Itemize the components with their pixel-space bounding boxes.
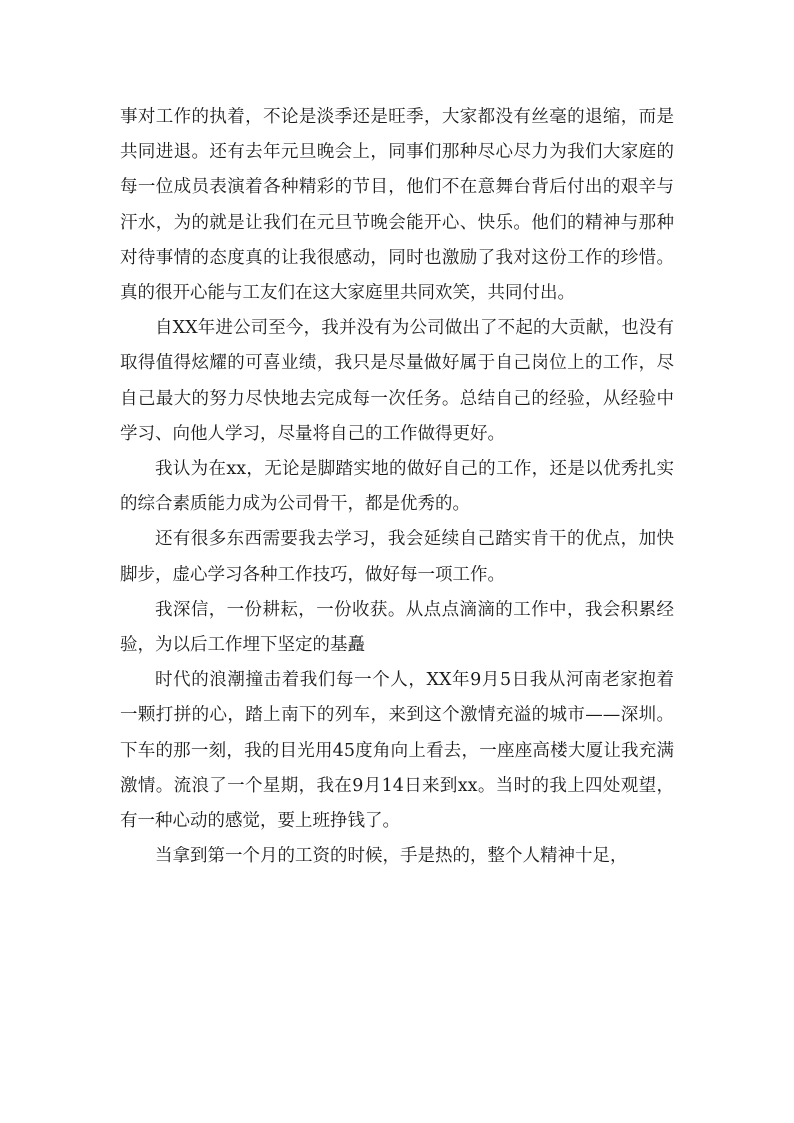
paragraph-4: 还有很多东西需要我去学习，我会延续自己踏实肯干的优点，加快脚步，虚心学习各种工作技巧，做好每一项工作。	[120, 529, 674, 585]
paragraph-6: 时代的浪潮撞击着我们每一个人，XX年9月5日我从河南老家抱着一颗打拼的心，踏上南下的列车，来到这个激情充溢的城市——深圳。下车的那一刻，我的目光用45度角向上看去，一座座高楼大厦让我充满激情。流浪了一个星期，我在9月14日来到xx。当时的我上四处观望，有一种心动的感觉，要上班挣钱了。	[120, 670, 674, 832]
paragraph-7: 当拿到第一个月的工资的时候，手是热的，整个人精神十足，	[155, 846, 628, 867]
paragraph-1: 事对工作的执着，不论是淡季还是旺季，大家都没有丝毫的退缩，而是共同进退。还有去年元旦晚会上，同事们那种尽心尽力为我们大家庭的每一位成员表演着各种精彩的节目，他们不在意舞台背后付出的艰辛与汗水，为的就是让我们在元旦节晚会能开心、快乐。他们的精神与那种对待事情的态度真的让我很感动，同时也激励了我对这份工作的珍惜。真的很开心能与工友们在这大家庭里共同欢笑，共同付出。	[120, 107, 674, 304]
paragraph-2: 自XX年进公司至今，我并没有为公司做出了不起的大贡献，也没有取得值得炫耀的可喜业绩，我只是尽量做好属于自己岗位上的工作，尽自己最大的努力尽快地去完成每一次任务。总结自己的经验，从经验中学习、向他人学习，尽量将自己的工作做得更好。	[120, 318, 674, 444]
paragraph-5: 我深信，一份耕耘，一份收获。从点点滴滴的工作中，我会积累经验，为以后工作埋下坚定的基矗	[120, 599, 674, 656]
paragraph-3: 我认为在xx，无论是脚踏实地的做好自己的工作，还是以优秀扎实的综合素质能力成为公司骨干，都是优秀的。	[120, 459, 674, 515]
document-body	[120, 100, 674, 874]
